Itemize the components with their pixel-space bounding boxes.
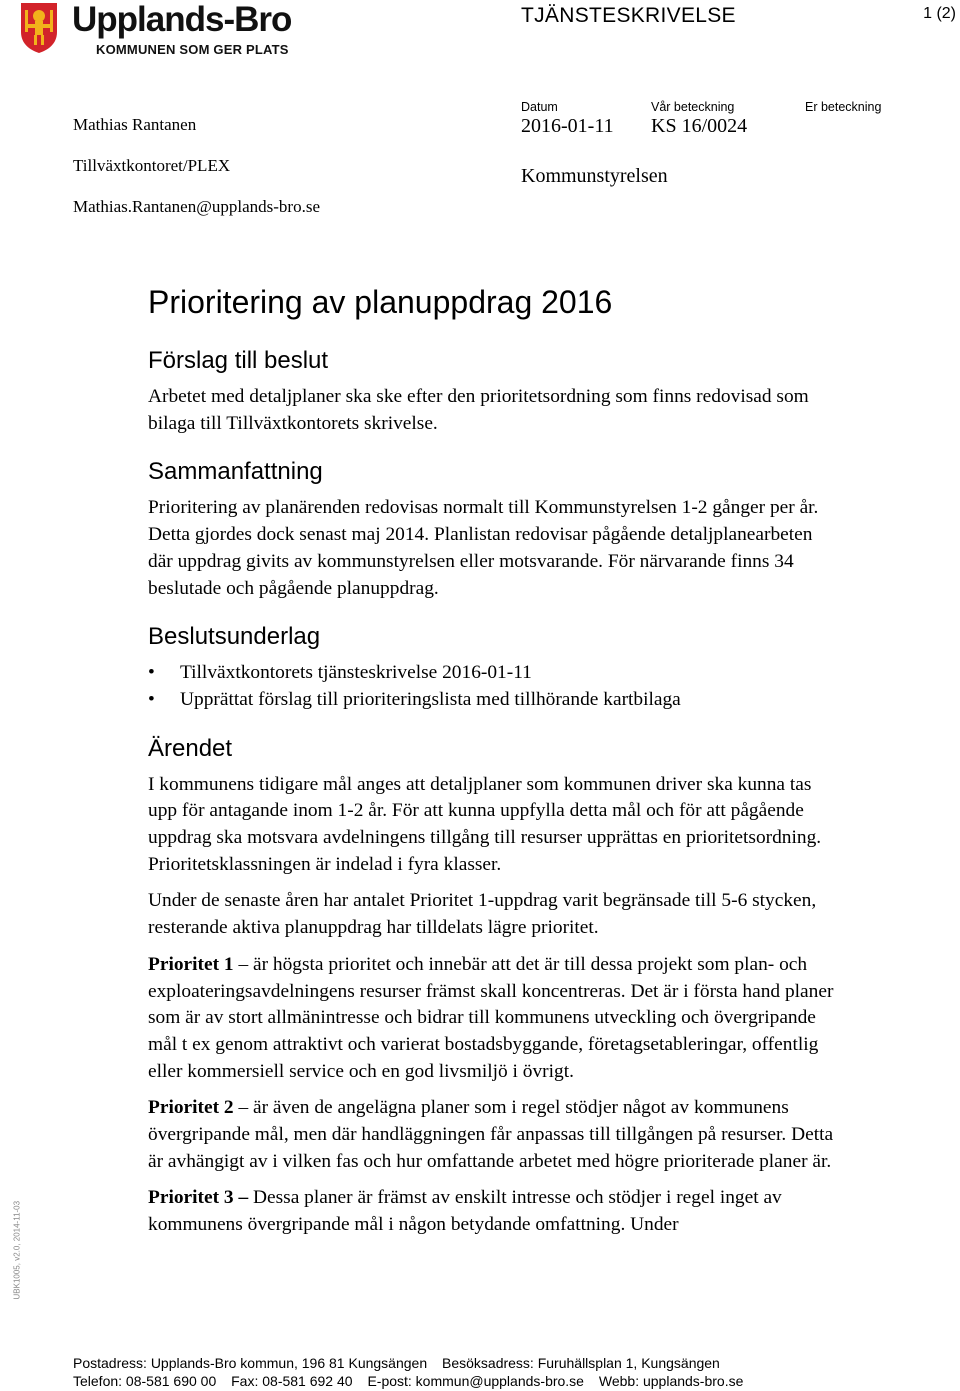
- our-ref-value: KS 16/0024: [651, 115, 748, 137]
- sender-department: Tillväxtkontoret/PLEX: [73, 156, 231, 175]
- your-ref-label: Er beteckning: [805, 100, 882, 114]
- template-code: UBK1005, v2.0, 2014-11-03: [12, 1200, 22, 1300]
- paragraph: I kommunens tidigare mål anges att detaljplaner som kommunen driver ska kunna tas upp för antagande inom 1-2 år. För att kunna uppfylla detta mål och för att pågående uppdrag ska motsvara avdelningens tillgång till resurser upprättas en prioritetsordning. Prioritetsklassningen är indelad i fyra klasser.: [148, 773, 822, 875]
- list-item: • Tillväxtkontorets tjänsteskrivelse 2016-01-11: [148, 660, 838, 687]
- section-basis: [148, 620, 838, 713]
- section-heading: Ärendet: [148, 734, 233, 762]
- sender-name: Mathias Rantanen: [73, 115, 197, 134]
- footer-visit: Besöksadress: Furuhällsplan 1, Kungsängen: [442, 1355, 720, 1371]
- document-body: [148, 344, 838, 1249]
- list-item: • Upprättat förslag till prioriteringslista med tillhörande kartbilaga: [148, 687, 838, 714]
- basis-list: [148, 660, 838, 713]
- document-type: TJÄNSTESKRIVELSE: [521, 4, 736, 27]
- section-matter: [148, 732, 838, 1239]
- municipality-logo: [20, 2, 310, 58]
- section-heading: Beslutsunderlag: [148, 623, 321, 651]
- paragraph-priority-3: Prioritet 3 – Dessa planer är främst av enskilt intresse och stödjer i regel inget av kommunens övergripande mål i någon betydande omfattning. Under: [148, 1187, 782, 1236]
- priority-label: Prioritet 2: [148, 1097, 234, 1119]
- section-proposal: [148, 344, 838, 437]
- section-heading: Förslag till beslut: [148, 347, 329, 374]
- bullet: •: [148, 662, 155, 684]
- logo-slogan: KOMMUNEN SOM GER PLATS: [96, 42, 289, 57]
- section-summary: [148, 455, 838, 602]
- priority-label: Prioritet 3 –: [148, 1187, 249, 1209]
- paragraph: Under de senaste åren har antalet Prioritet 1-uppdrag varit begränsade till 5-6 stycken, resterande aktiva planuppdrag har tilldelats lägre prioritet.: [148, 890, 817, 939]
- section-heading: Sammanfattning: [148, 458, 323, 486]
- footer-fax: Fax: 08-581 692 40: [231, 1373, 353, 1389]
- bullet: •: [148, 688, 155, 710]
- footer-email: E-post: kommun@upplands-bro.se: [367, 1373, 584, 1389]
- our-ref-label: Vår beteckning: [651, 100, 735, 114]
- footer-line-1: [73, 1355, 731, 1371]
- priority-label: Prioritet 1: [148, 953, 234, 975]
- paragraph-priority-1: Prioritet 1 – är högsta prioritet och innebär att det är till dessa projekt som plan- och exploateringsavdelningens resurser främst skall koncentreras. Det är i första hand planer som är av stort allmänintresse och bidrar till kommunens utveckling och övergripande mål t ex genom attraktivt och varierat bostadsbyggande, företagsetableringar, offentlig eller kommersiell service och en god livsmiljö i övrigt.: [148, 953, 834, 1082]
- date-label: Datum: [521, 100, 558, 114]
- paragraph: Arbetet med detaljplaner ska ske efter den prioritetsordning som finns redovisad som bilaga till Tillväxtkontorets skrivelse.: [148, 386, 809, 434]
- footer-phone: Telefon: 08-581 690 00: [73, 1373, 217, 1389]
- coat-of-arms-icon: [20, 2, 58, 54]
- paragraph: Prioritering av planärenden redovisas normalt till Kommunstyrelsen 1-2 gånger per år. Detta gjordes dock senast maj 2014. Planlistan redovisar pågående detaljplanearbeten där uppdrag givits av kommunstyrelsen eller motsvarande. För närvarande finns 34 beslutade och pågående planuppdrag.: [148, 497, 819, 599]
- paragraph-priority-2: Prioritet 2 – är även de angelägna planer som i regel stödjer något av kommunens övergripande mål, men där handläggningen får anpassas till tillgången på resurser. Detta är avhängigt av i vilken fas och hur omfattande arbetet med högre prioriterade planer är.: [148, 1097, 834, 1172]
- date-value: 2016-01-11: [521, 115, 614, 137]
- logo-brand: Upplands-Bro: [72, 0, 292, 39]
- recipient: Kommunstyrelsen: [521, 165, 668, 187]
- footer-postal: Postadress: Upplands-Bro kommun, 196 81 Kungsängen: [73, 1355, 428, 1371]
- page-title: Prioritering av planuppdrag 2016: [148, 284, 613, 320]
- footer-line-2: [73, 1373, 754, 1389]
- sender-email: Mathias.Rantanen@upplands-bro.se: [73, 197, 320, 216]
- page-number: 1 (2): [923, 5, 956, 22]
- footer-web: Webb: upplands-bro.se: [598, 1373, 744, 1389]
